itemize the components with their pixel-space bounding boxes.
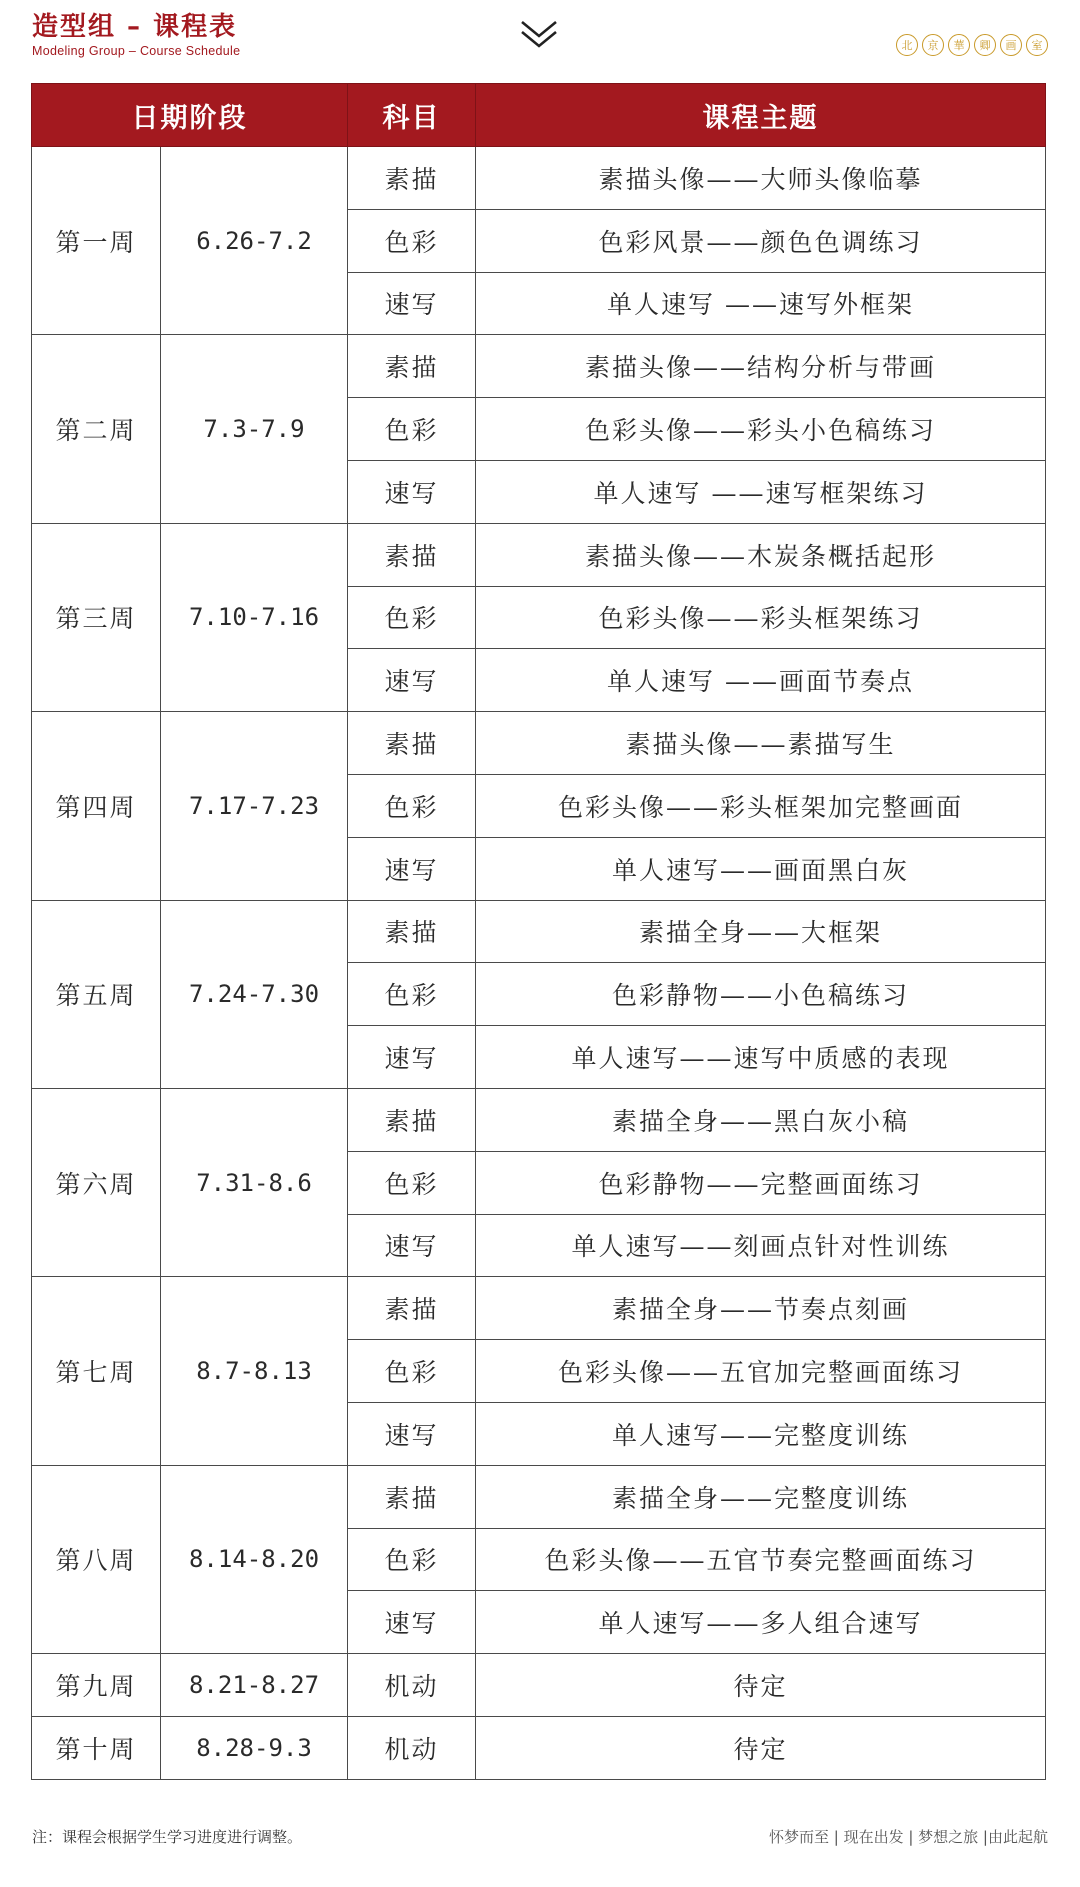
subject-cell: 速写	[348, 1591, 476, 1654]
topic-cell: 素描全身——大框架	[476, 900, 1046, 963]
subject-cell: 色彩	[348, 1340, 476, 1403]
double-chevron-down-icon[interactable]	[518, 16, 560, 52]
table-row	[32, 523, 1046, 586]
topic-cell: 色彩头像——彩头框架加完整画面	[476, 774, 1046, 837]
table-row	[32, 1465, 1046, 1528]
topic-cell: 素描头像——木炭条概括起形	[476, 523, 1046, 586]
subject-cell: 素描	[348, 900, 476, 963]
date-range-cell: 7.3-7.9	[161, 335, 348, 523]
subject-cell: 素描	[348, 712, 476, 775]
topic-cell: 色彩静物——完整画面练习	[476, 1151, 1046, 1214]
topic-cell: 色彩头像——五官节奏完整画面练习	[476, 1528, 1046, 1591]
topic-cell: 素描头像——大师头像临摹	[476, 147, 1046, 210]
week-cell: 第六周	[32, 1088, 161, 1276]
studio-seal-logo	[896, 34, 1048, 56]
topic-cell: 色彩头像——五官加完整画面练习	[476, 1340, 1046, 1403]
subject-cell: 素描	[348, 335, 476, 398]
topic-cell: 单人速写——速写中质感的表现	[476, 1026, 1046, 1089]
subject-cell: 机动	[348, 1654, 476, 1717]
table-header-row	[32, 84, 1046, 147]
subject-cell: 色彩	[348, 398, 476, 461]
subject-cell: 速写	[348, 649, 476, 712]
table-row	[32, 1088, 1046, 1151]
date-range-cell: 7.17-7.23	[161, 712, 348, 900]
table-row	[32, 1277, 1046, 1340]
topic-cell: 单人速写——多人组合速写	[476, 1591, 1046, 1654]
topic-cell: 单人速写——完整度训练	[476, 1402, 1046, 1465]
date-range-cell: 6.26-7.2	[161, 147, 348, 335]
subject-cell: 速写	[348, 272, 476, 335]
seal-char: 北	[896, 34, 918, 56]
seal-char: 室	[1026, 34, 1048, 56]
topic-cell: 素描全身——完整度训练	[476, 1465, 1046, 1528]
topic-cell: 素描全身——黑白灰小稿	[476, 1088, 1046, 1151]
week-cell: 第一周	[32, 147, 161, 335]
table-row	[32, 900, 1046, 963]
subject-cell: 素描	[348, 523, 476, 586]
subject-cell: 素描	[348, 1088, 476, 1151]
footer-slogan: 怀梦而至 | 现在出发 | 梦想之旅 |由此起航	[768, 1828, 1048, 1846]
footer-note: 注：课程会根据学生学习进度进行调整。	[32, 1828, 303, 1846]
table-row	[32, 335, 1046, 398]
week-cell: 第三周	[32, 523, 161, 711]
week-cell: 第十周	[32, 1716, 161, 1779]
page-subtitle: Modeling Group – Course Schedule	[32, 44, 241, 58]
topic-cell: 色彩头像——彩头小色稿练习	[476, 398, 1046, 461]
subject-cell: 色彩	[348, 586, 476, 649]
table-row	[32, 1654, 1046, 1717]
column-header-subject: 科目	[348, 84, 476, 147]
subject-cell: 速写	[348, 837, 476, 900]
column-header-date: 日期阶段	[32, 84, 348, 147]
seal-char: 画	[1000, 34, 1022, 56]
column-header-topic: 课程主题	[476, 84, 1046, 147]
subject-cell: 色彩	[348, 774, 476, 837]
week-cell: 第五周	[32, 900, 161, 1088]
week-cell: 第九周	[32, 1654, 161, 1717]
subject-cell: 速写	[348, 1214, 476, 1277]
subject-cell: 素描	[348, 147, 476, 210]
subject-cell: 素描	[348, 1465, 476, 1528]
date-range-cell: 8.7-8.13	[161, 1277, 348, 1465]
topic-cell: 单人速写——画面黑白灰	[476, 837, 1046, 900]
page-title: 造型组 – 课程表	[32, 12, 238, 42]
subject-cell: 色彩	[348, 1528, 476, 1591]
topic-cell: 单人速写 ——画面节奏点	[476, 649, 1046, 712]
week-cell: 第二周	[32, 335, 161, 523]
subject-cell: 色彩	[348, 209, 476, 272]
topic-cell: 素描头像——素描写生	[476, 712, 1046, 775]
week-cell: 第七周	[32, 1277, 161, 1465]
date-range-cell: 8.21-8.27	[161, 1654, 348, 1717]
schedule-table	[31, 83, 1046, 1780]
date-range-cell: 7.24-7.30	[161, 900, 348, 1088]
topic-cell: 色彩头像——彩头框架练习	[476, 586, 1046, 649]
table-row	[32, 147, 1046, 210]
seal-char: 華	[948, 34, 970, 56]
topic-cell: 素描全身——节奏点刻画	[476, 1277, 1046, 1340]
subject-cell: 速写	[348, 460, 476, 523]
topic-cell: 色彩静物——小色稿练习	[476, 963, 1046, 1026]
table-row	[32, 1716, 1046, 1779]
date-range-cell: 8.14-8.20	[161, 1465, 348, 1653]
topic-cell: 单人速写——刻画点针对性训练	[476, 1214, 1046, 1277]
date-range-cell: 7.10-7.16	[161, 523, 348, 711]
date-range-cell: 7.31-8.6	[161, 1088, 348, 1276]
subject-cell: 色彩	[348, 1151, 476, 1214]
week-cell: 第八周	[32, 1465, 161, 1653]
topic-cell: 色彩风景——颜色色调练习	[476, 209, 1046, 272]
seal-char: 卿	[974, 34, 996, 56]
topic-cell: 待定	[476, 1716, 1046, 1779]
table-row	[32, 712, 1046, 775]
subject-cell: 色彩	[348, 963, 476, 1026]
week-cell: 第四周	[32, 712, 161, 900]
topic-cell: 单人速写 ——速写外框架	[476, 272, 1046, 335]
subject-cell: 速写	[348, 1402, 476, 1465]
subject-cell: 速写	[348, 1026, 476, 1089]
seal-char: 京	[922, 34, 944, 56]
subject-cell: 素描	[348, 1277, 476, 1340]
schedule-table-container	[31, 83, 1045, 1780]
header	[0, 0, 1080, 80]
topic-cell: 素描头像——结构分析与带画	[476, 335, 1046, 398]
date-range-cell: 8.28-9.3	[161, 1716, 348, 1779]
topic-cell: 单人速写 ——速写框架练习	[476, 460, 1046, 523]
topic-cell: 待定	[476, 1654, 1046, 1717]
subject-cell: 机动	[348, 1716, 476, 1779]
